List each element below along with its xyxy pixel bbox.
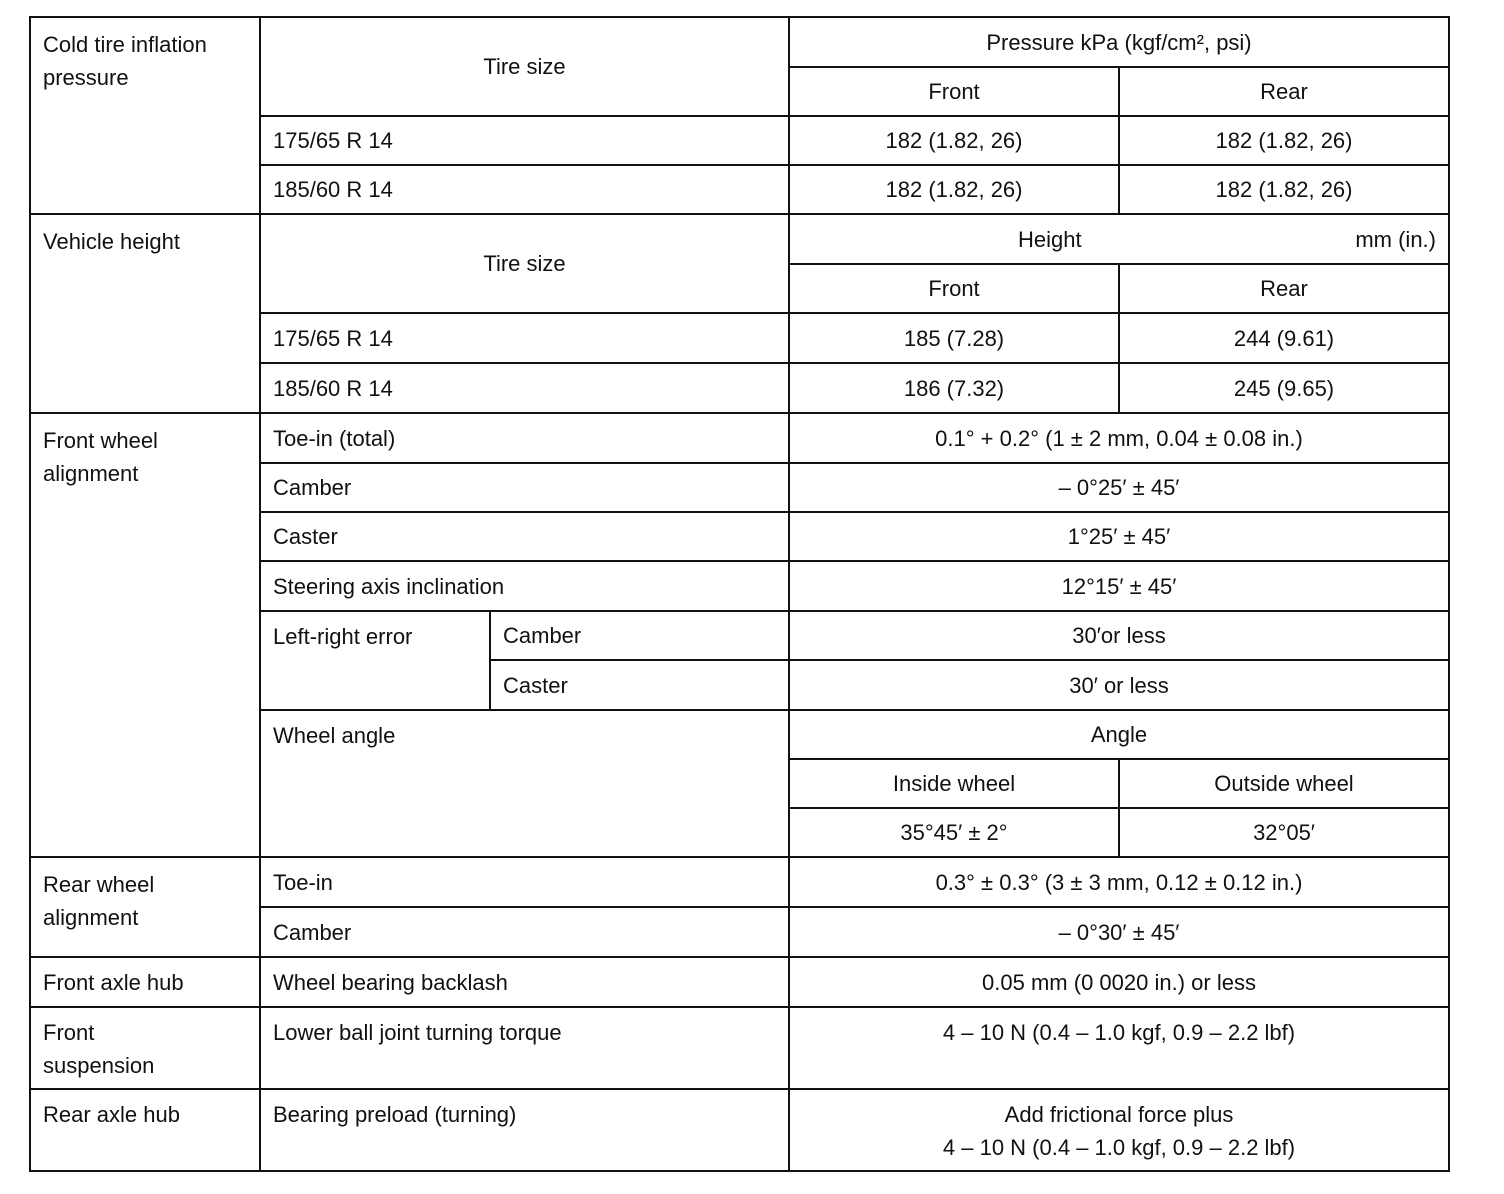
inside-wheel-header: Inside wheel	[789, 759, 1119, 808]
section-front-wheel-alignment	[30, 413, 260, 857]
rear-camber-label: Camber	[260, 907, 789, 957]
tire-size-cell: 185/60 R 14	[260, 165, 789, 214]
section-label: Rear wheel alignment	[43, 872, 155, 930]
bearing-preload-line-1: Add frictional force plus	[1004, 1102, 1234, 1127]
caster-label: Caster	[260, 512, 789, 561]
steering-axis-inclination-value: 12°15′ ± 45′	[789, 561, 1449, 611]
tire-size-cell: 185/60 R 14	[260, 363, 789, 413]
front-height-cell: 186 (7.32)	[789, 363, 1119, 413]
rear-height-cell: 245 (9.65)	[1119, 363, 1449, 413]
tire-size-cell: 175/65 R 14	[260, 313, 789, 363]
camber-label: Camber	[260, 463, 789, 512]
bearing-preload-label: Bearing preload (turning)	[260, 1089, 789, 1171]
bearing-preload-value	[789, 1089, 1449, 1171]
ball-joint-torque-label: Lower ball joint turning torque	[260, 1007, 789, 1089]
lr-caster-value: 30′ or less	[789, 660, 1449, 710]
camber-value: – 0°25′ ± 45′	[789, 463, 1449, 512]
tire-size-header: Tire size	[260, 214, 789, 313]
caster-value: 1°25′ ± 45′	[789, 512, 1449, 561]
outside-wheel-value: 32°05′	[1119, 808, 1449, 857]
front-pressure-cell: 182 (1.82, 26)	[789, 116, 1119, 165]
wheel-angle-label: Wheel angle	[260, 710, 789, 857]
front-height-cell: 185 (7.28)	[789, 313, 1119, 363]
rear-header: Rear	[1119, 67, 1449, 116]
rear-height-cell: 244 (9.61)	[1119, 313, 1449, 363]
pressure-header: Pressure kPa (kgf/cm², psi)	[789, 17, 1449, 67]
section-label: Front wheel alignment	[43, 428, 158, 486]
ball-joint-torque-value: 4 – 10 N (0.4 – 1.0 kgf, 0.9 – 2.2 lbf)	[789, 1007, 1449, 1089]
rear-toe-in-value: 0.3° ± 0.3° (3 ± 3 mm, 0.12 ± 0.12 in.)	[789, 857, 1449, 907]
front-header: Front	[789, 67, 1119, 116]
height-unit: mm (in.)	[1355, 226, 1436, 252]
rear-pressure-cell: 182 (1.82, 26)	[1119, 165, 1449, 214]
rear-toe-in-label: Toe-in	[260, 857, 789, 907]
bearing-preload-line-2: 4 – 10 N (0.4 – 1.0 kgf, 0.9 – 2.2 lbf)	[942, 1135, 1296, 1160]
section-rear-wheel-alignment	[30, 857, 260, 957]
lr-camber-value: 30′or less	[789, 611, 1449, 660]
rear-header: Rear	[1119, 264, 1449, 313]
tire-size-cell: 175/65 R 14	[260, 116, 789, 165]
lr-caster-label: Caster	[490, 660, 789, 710]
front-header: Front	[789, 264, 1119, 313]
service-specifications-table	[29, 16, 1450, 1172]
section-front-suspension	[30, 1007, 260, 1089]
section-label: Cold tire inflation pressure	[43, 32, 207, 90]
toe-in-label: Toe-in (total)	[260, 413, 789, 463]
section-cold-tire-pressure	[30, 17, 260, 214]
height-label: Height	[1018, 226, 1082, 252]
section-rear-axle-hub: Rear axle hub	[30, 1089, 260, 1171]
left-right-error-text: Left-right error	[273, 624, 413, 649]
steering-axis-inclination-label: Steering axis inclination	[260, 561, 789, 611]
lr-camber-label: Camber	[490, 611, 789, 660]
outside-wheel-header: Outside wheel	[1119, 759, 1449, 808]
section-label: Vehicle height	[43, 229, 180, 254]
left-right-error-label	[260, 611, 490, 710]
section-front-axle-hub: Front axle hub	[30, 957, 260, 1007]
rear-camber-value: – 0°30′ ± 45′	[789, 907, 1449, 957]
toe-in-value: 0.1° + 0.2° (1 ± 2 mm, 0.04 ± 0.08 in.)	[789, 413, 1449, 463]
section-label: Front suspension	[43, 1020, 155, 1078]
section-vehicle-height	[30, 214, 260, 413]
height-header	[789, 214, 1449, 264]
front-pressure-cell: 182 (1.82, 26)	[789, 165, 1119, 214]
inside-wheel-value: 35°45′ ± 2°	[789, 808, 1119, 857]
wheel-bearing-backlash-value: 0.05 mm (0 0020 in.) or less	[789, 957, 1449, 1007]
angle-header: Angle	[789, 710, 1449, 759]
tire-size-header: Tire size	[260, 17, 789, 116]
wheel-bearing-backlash-label: Wheel bearing backlash	[260, 957, 789, 1007]
rear-pressure-cell: 182 (1.82, 26)	[1119, 116, 1449, 165]
